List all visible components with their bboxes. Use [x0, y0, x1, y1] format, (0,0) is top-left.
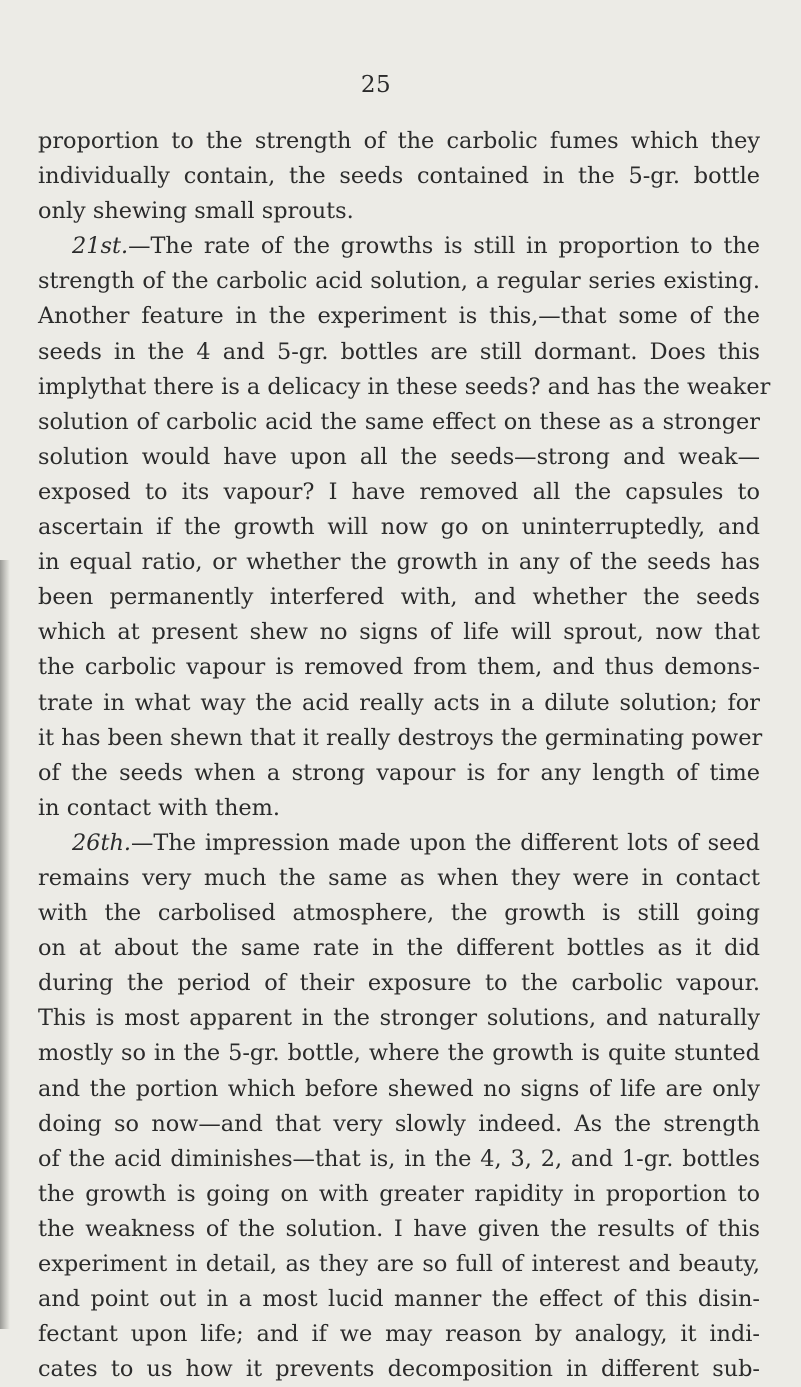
text-line: on at about the same rate in the different bottles as it did — [38, 935, 760, 962]
page-number: 25 — [360, 72, 392, 98]
text-line: it has been shewn that it really destroys the germinating power — [38, 724, 763, 751]
text-line: and the portion which before shewed no signs of life are only — [38, 1075, 760, 1102]
text-line: implythat there is a delicacy in these seeds? and has the weaker — [38, 373, 771, 400]
binding-gutter-shadow — [0, 560, 10, 1329]
text-line: been permanently interfered with, and whether the seeds — [38, 584, 760, 611]
text-line: trate in what way the acid really acts in a dilute solution; for — [38, 689, 760, 716]
text-line: and point out in a most lucid manner the effect of this disin- — [38, 1286, 760, 1313]
text-line: with the carbolised atmosphere, the growth is still going — [38, 900, 760, 927]
text-line: solution would have upon all the seeds—strong and weak— — [38, 443, 760, 470]
text-line: of the seeds when a strong vapour is for any length of time — [38, 759, 760, 786]
text-line: the weakness of the solution. I have given the results of this — [38, 1215, 760, 1242]
text-line: Another feature in the experiment is this,—that some of the — [38, 303, 760, 330]
text-line: during the period of their exposure to the carbolic vapour. — [38, 970, 760, 997]
text-line: solution of carbolic acid the same effect on these as a stronger — [38, 408, 760, 435]
entry-text: —The impression made upon the different lots of seed — [131, 829, 760, 856]
entry-date: 26th. — [72, 829, 132, 856]
text-line: in equal ratio, or whether the growth in any of the seeds has — [38, 549, 760, 576]
entry-text: —The rate of the growths is still in proportion to the — [128, 233, 760, 260]
text-line: the growth is going on with greater rapidity in proportion to — [38, 1180, 760, 1207]
text-line: proportion to the strength of the carbolic fumes which they — [38, 128, 760, 154]
text-line: seeds in the 4 and 5-gr. bottles are still dormant. Does this — [38, 338, 760, 365]
text-line: experiment in detail, as they are so full of interest and beauty, — [38, 1251, 760, 1277]
text-line: which at present shew no signs of life will sprout, now that — [38, 619, 760, 646]
text-line: of the acid diminishes—that is, in the 4, 3, 2, and 1-gr. bottles — [38, 1145, 760, 1172]
text-line: doing so now—and that very slowly indeed. As the strength — [38, 1110, 760, 1137]
text-line — [38, 826, 760, 861]
text-line: the carbolic vapour is removed from them, and thus demons- — [38, 654, 760, 681]
text-line: in contact with them. — [38, 794, 281, 821]
text-line: only shewing small sprouts. — [38, 198, 354, 225]
text-line: individually contain, the seeds contained in the 5-gr. bottle — [38, 163, 760, 190]
text-line: ascertain if the growth will now go on uninterruptedly, and — [38, 514, 760, 541]
text-line: fectant upon life; and if we may reason by analogy, it indi- — [38, 1321, 760, 1348]
text-line: cates to us how it prevents decomposition in different sub- — [38, 1356, 760, 1383]
text-line: This is most apparent in the stronger solutions, and naturally — [38, 1005, 760, 1032]
text-line: mostly so in the 5-gr. bottle, where the growth is quite stunted — [38, 1040, 760, 1067]
text-line: remains very much the same as when they were in contact — [38, 864, 760, 891]
text-line — [38, 229, 760, 264]
text-line: exposed to its vapour? I have removed all the capsules to — [38, 478, 760, 505]
text-line: strength of the carbolic acid solution, a regular series existing. — [38, 268, 760, 295]
entry-date: 21st. — [72, 233, 129, 260]
body-text — [38, 124, 771, 1387]
